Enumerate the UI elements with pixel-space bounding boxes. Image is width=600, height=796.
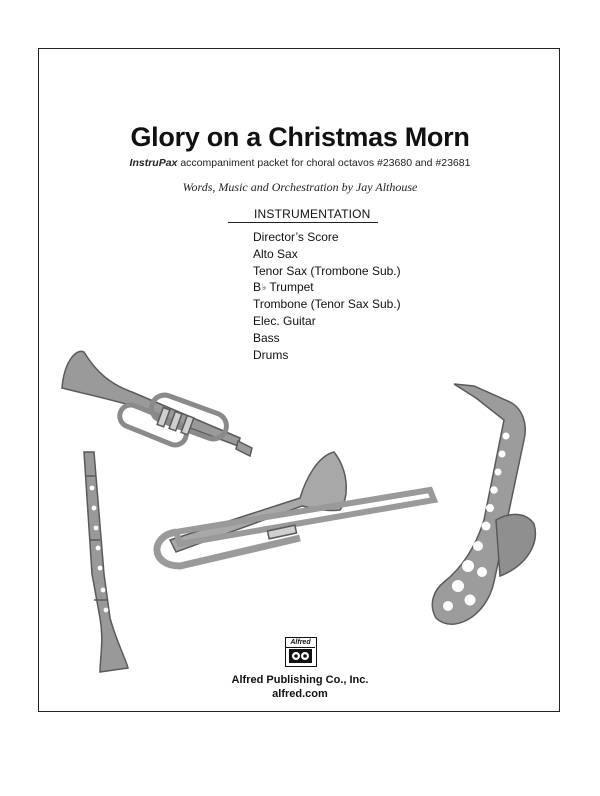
page-title: Glory on a Christmas Morn [130,122,470,152]
instrument-item: Alto Sax [253,246,298,261]
instrument-item: Director’s Score [253,230,339,244]
subtitle-brand: InstruPax [129,157,178,169]
instrument-item: Tenor Sax (Trombone Sub.) [253,263,401,278]
credit-line: Words, Music and Orchestration by Jay Althouse [182,180,418,194]
logo-wordmark: Alfred [286,638,315,648]
flat-symbol: ♭ [262,282,267,293]
instrumentation-heading: INSTRUMENTATION [254,207,371,221]
instrument-item: Bass [253,330,280,345]
instrument-item: Elec. Guitar [253,313,316,328]
trumpet-key: B [253,280,262,295]
publisher-logo [285,637,317,667]
saxophone-icon [432,384,535,624]
subtitle-text: accompaniment packet for choral octavos #23680 and #23681 [177,157,471,169]
instrument-item: Drums [253,347,289,362]
publisher-website: alfred.com [272,688,328,700]
logo-music-icon [289,649,312,663]
clarinet-icon [84,452,128,672]
trumpet-label: Trumpet [269,280,314,295]
publisher-name: Alfred Publishing Co., Inc. [231,674,369,686]
trumpet-icon [62,351,252,456]
trombone-icon [157,452,434,566]
instrument-item: Trombone (Tenor Sax Sub.) [253,297,401,312]
